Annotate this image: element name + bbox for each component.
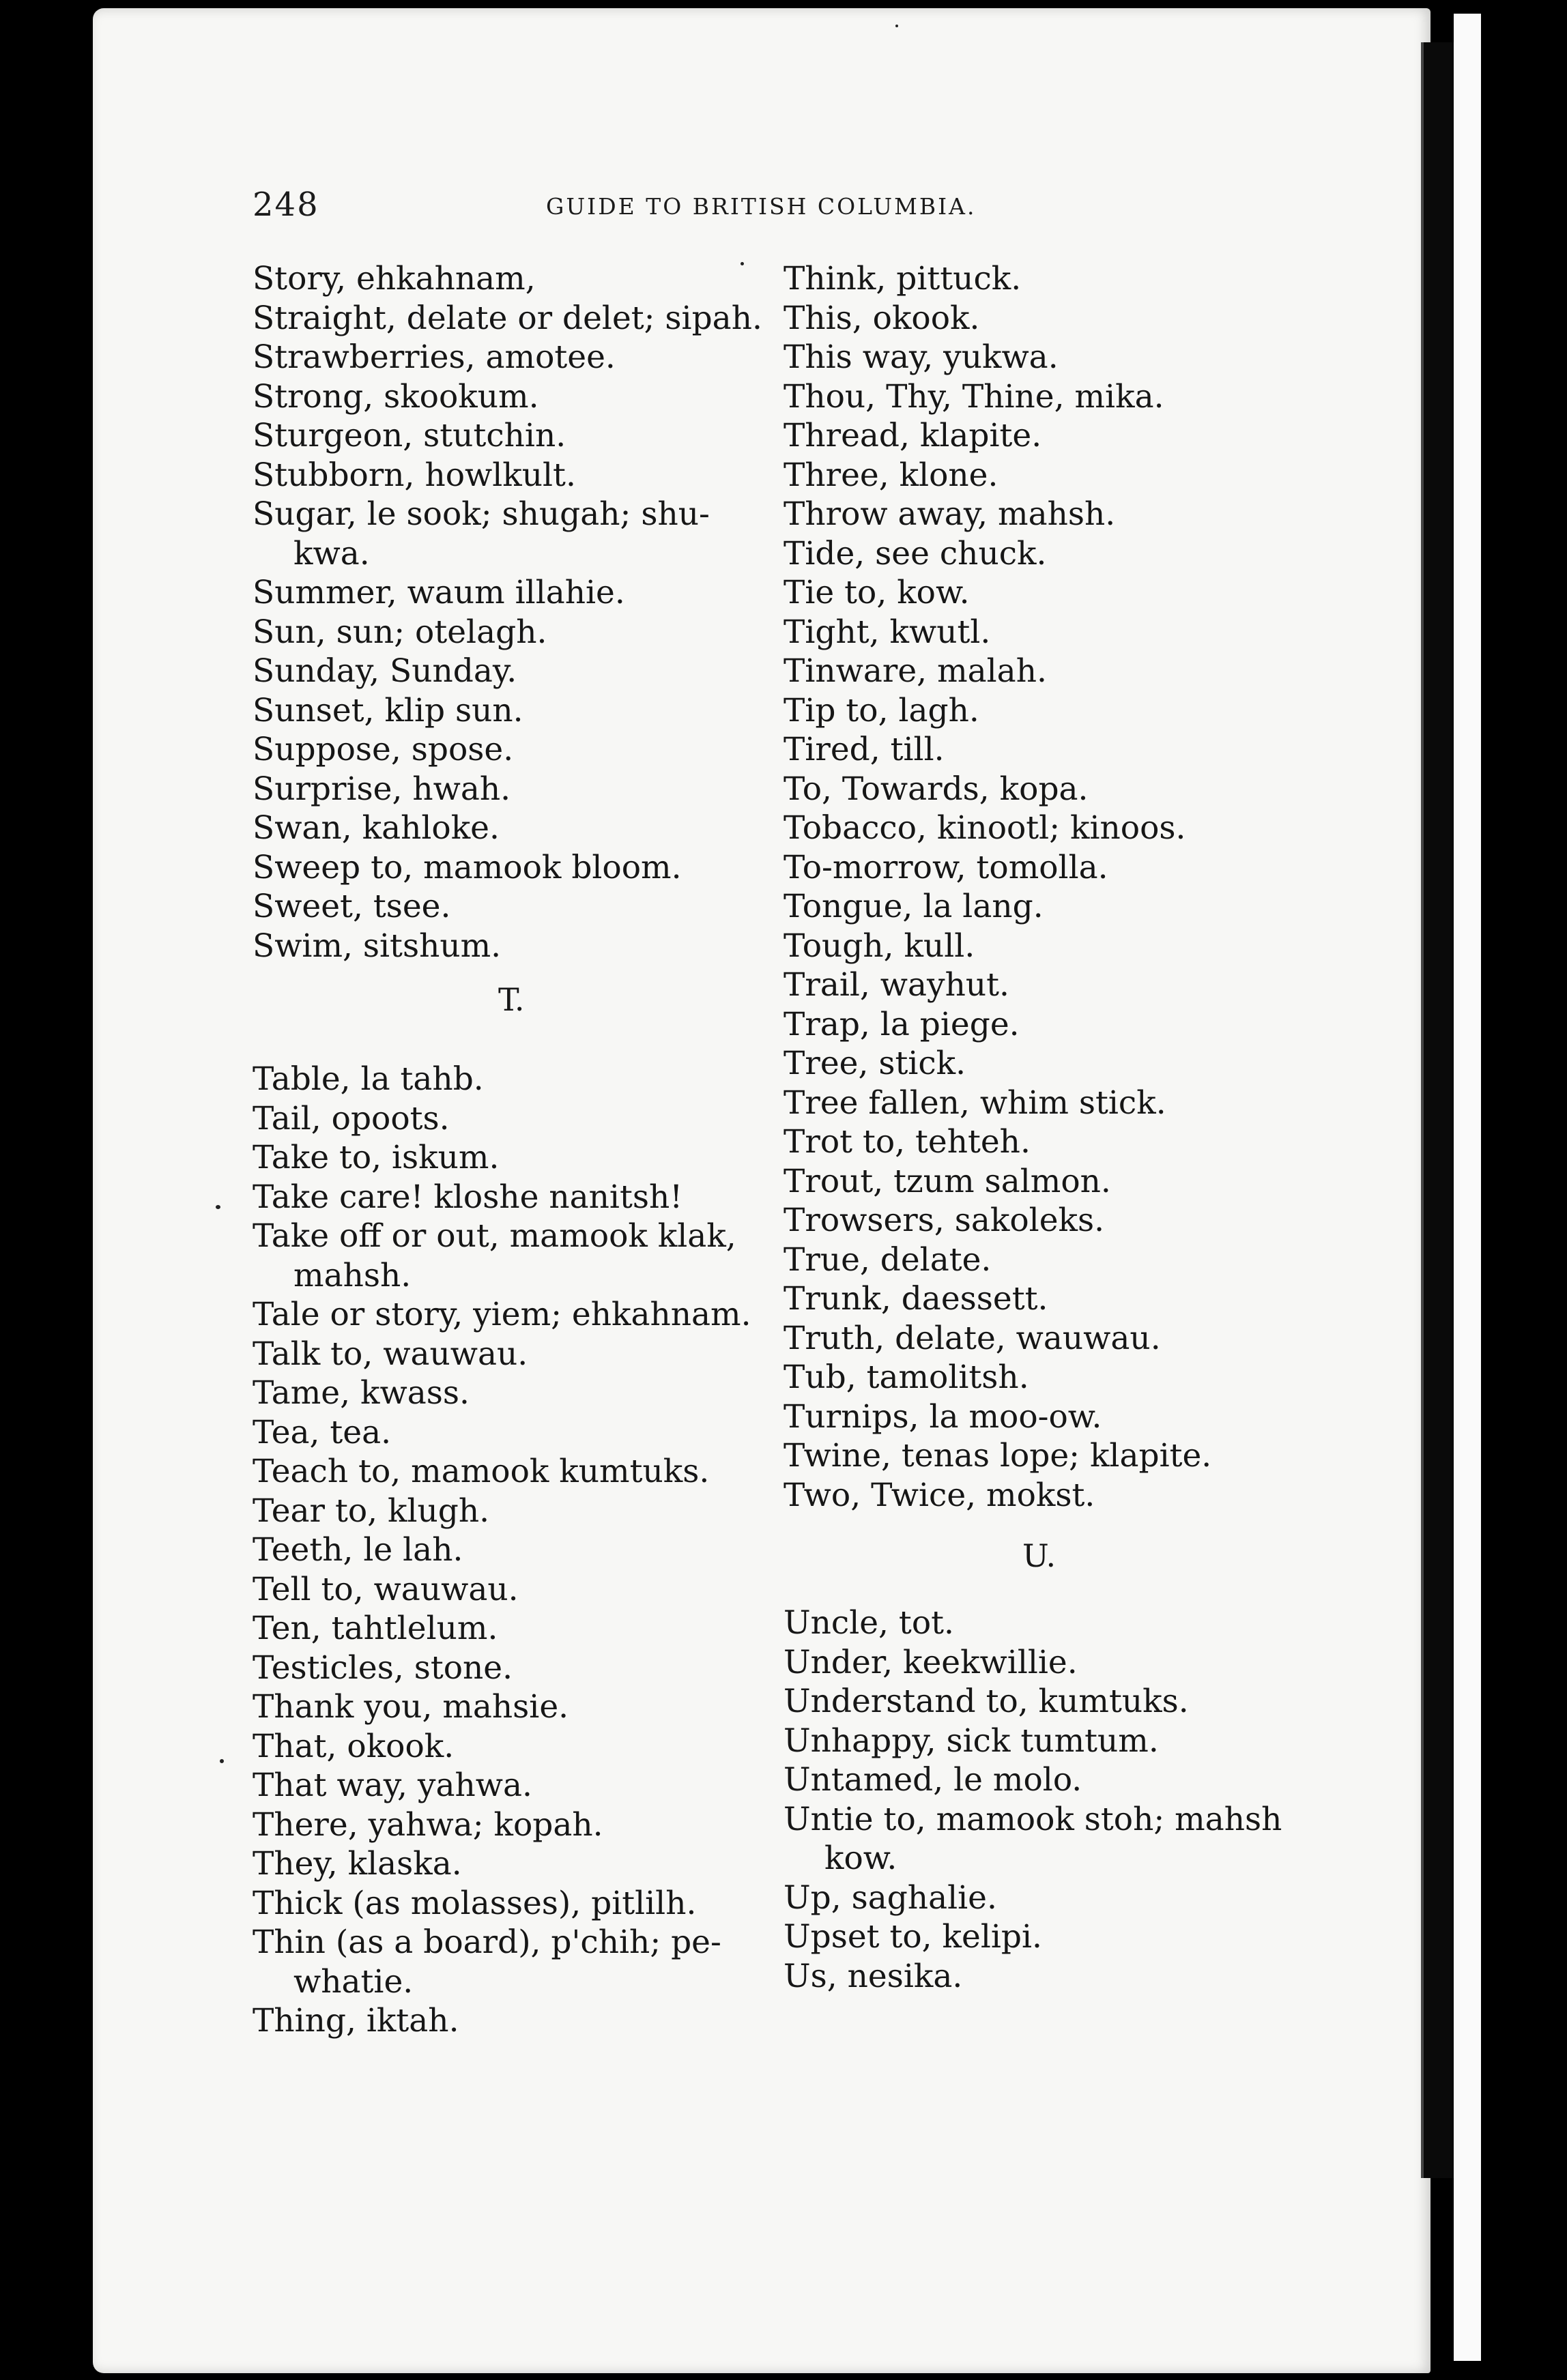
left-column xyxy=(253,259,792,2041)
glossary-entry: Tub, tamolitsh. xyxy=(784,1359,1029,1396)
glossary-entry: True, delate. xyxy=(784,1240,992,1279)
glossary-entry: Twine, tenas lope; klapite. xyxy=(784,1437,1212,1475)
glossary-entry: Thank you, mahsie. xyxy=(253,1688,569,1726)
section-letter-heading: T. xyxy=(498,981,525,1018)
print-speck xyxy=(741,262,744,265)
page-header xyxy=(253,184,1153,225)
glossary-entry: Trowsers, sakoleks. xyxy=(784,1202,1105,1239)
glossary-entry: Surprise, hwah. xyxy=(253,770,511,808)
glossary-entry: Throw away, mahsh. xyxy=(784,495,1116,533)
glossary-entry: Swan, kahloke. xyxy=(253,809,500,847)
glossary-entry: Three, klone. xyxy=(784,456,998,494)
glossary-entry: Uncle, tot. xyxy=(784,1604,954,1642)
glossary-entry: Unhappy, sick tumtum. xyxy=(784,1722,1159,1760)
glossary-entry-continuation: whatie. xyxy=(293,1962,414,2001)
glossary-entry: Upset to, kelipi. xyxy=(784,1918,1042,1956)
glossary-entry: They, klaska. xyxy=(253,1845,462,1883)
page-number: 248 xyxy=(253,186,319,224)
glossary-entry: To-morrow, tomolla. xyxy=(784,848,1108,886)
glossary-entry: Tame, kwass. xyxy=(253,1374,470,1412)
glossary-entry: Sturgeon, stutchin. xyxy=(253,417,566,454)
running-title: GUIDE TO BRITISH COLUMBIA. xyxy=(546,193,977,220)
glossary-entry: Trout, tzum salmon. xyxy=(784,1162,1111,1200)
glossary-entry: Strawberries, amotee. xyxy=(253,338,616,376)
glossary-entry-continuation: kwa. xyxy=(293,534,370,572)
glossary-entry: Take care! kloshe nanitsh! xyxy=(253,1178,683,1216)
glossary-entry: Up, saghalie. xyxy=(784,1878,997,1917)
glossary-entry: Trot to, tehteh. xyxy=(784,1123,1031,1161)
glossary-entry: Tail, opoots. xyxy=(253,1099,450,1137)
glossary-entry: Sugar, le sook; shugah; shu- xyxy=(253,495,710,533)
glossary-entry: This, okook. xyxy=(784,299,980,337)
glossary-entry: Tongue, la lang. xyxy=(784,888,1044,925)
glossary-entry: Tea, tea. xyxy=(253,1413,392,1451)
glossary-entry: Us, nesika. xyxy=(784,1957,963,1995)
glossary-entry: Trunk, daessett. xyxy=(784,1280,1048,1318)
page-edge xyxy=(1454,14,1481,2361)
right-column xyxy=(784,259,1350,1996)
glossary-entry: To, Towards, kopa. xyxy=(784,770,1089,808)
print-speck xyxy=(216,1205,220,1209)
glossary-entry: Thick (as molasses), pitlilh. xyxy=(253,1884,697,1922)
glossary-entry: That way, yahwa. xyxy=(253,1767,532,1804)
glossary-entry: Talk to, wauwau. xyxy=(253,1335,528,1373)
glossary-entry: Thread, klapite. xyxy=(784,417,1042,454)
glossary-entry: Trail, wayhut. xyxy=(784,966,1009,1004)
glossary-entry: Tide, see chuck. xyxy=(784,534,1047,572)
glossary-entry: Untamed, le molo. xyxy=(784,1761,1082,1799)
print-speck xyxy=(895,25,898,27)
glossary-entry: That, okook. xyxy=(253,1727,455,1765)
glossary-entry: Sweet, tsee. xyxy=(253,888,451,925)
glossary-entry: Two, Twice, mokst. xyxy=(784,1476,1095,1514)
glossary-entry: Untie to, mamook stoh; mahsh xyxy=(784,1800,1282,1838)
glossary-entry: Tip to, lagh. xyxy=(784,691,979,729)
glossary-entry: Tight, kwutl. xyxy=(784,613,991,651)
glossary-entry: Turnips, la moo-ow. xyxy=(784,1397,1102,1436)
glossary-entry: Under, keekwillie. xyxy=(784,1643,1078,1681)
glossary-entry: Thing, iktah. xyxy=(253,2002,459,2040)
glossary-entry: Table, la tahb. xyxy=(253,1060,484,1098)
glossary-entry: Sweep to, mamook bloom. xyxy=(253,848,682,886)
glossary-entry: Thin (as a board), p'chih; pe- xyxy=(253,1924,721,1961)
glossary-entry: Suppose, spose. xyxy=(253,731,514,768)
glossary-entry: Tired, till. xyxy=(784,731,945,768)
glossary-entry: Tell to, wauwau. xyxy=(253,1570,519,1608)
glossary-entry: Truth, delate, wauwau. xyxy=(784,1319,1161,1357)
glossary-entry: Swim, sitshum. xyxy=(253,927,502,965)
glossary-entry: There, yahwa; kopah. xyxy=(253,1805,603,1844)
glossary-entry: Ten, tahtlelum. xyxy=(253,1610,498,1647)
glossary-entry: Tinware, malah. xyxy=(784,652,1047,690)
glossary-entry: Teach to, mamook kumtuks. xyxy=(253,1453,710,1490)
glossary-entry: Take off or out, mamook klak, xyxy=(253,1217,736,1255)
glossary-entry: Tree, stick. xyxy=(784,1045,966,1082)
glossary-entry: Strong, skookum. xyxy=(253,377,539,416)
glossary-entry: Tear to, klugh. xyxy=(253,1492,490,1530)
glossary-entry: Trap, la piege. xyxy=(784,1005,1020,1043)
glossary-entry: Testicles, stone. xyxy=(253,1649,513,1687)
glossary-entry: This way, yukwa. xyxy=(784,338,1059,376)
book-spine-shadow xyxy=(1421,42,1456,2178)
print-speck xyxy=(220,1759,224,1763)
section-letter-heading: U. xyxy=(1022,1537,1056,1574)
glossary-entry: Take to, iskum. xyxy=(253,1139,500,1176)
glossary-entry: Summer, waum illahie. xyxy=(253,574,625,611)
glossary-entry: Tie to, kow. xyxy=(784,574,970,611)
glossary-entry: Thou, Thy, Thine, mika. xyxy=(784,377,1164,416)
glossary-entry: Tree fallen, whim stick. xyxy=(784,1084,1166,1122)
glossary-entry: Story, ehkahnam, xyxy=(253,260,536,298)
glossary-entry: Sunset, klip sun. xyxy=(253,691,523,729)
glossary-entry: Understand to, kumtuks. xyxy=(784,1683,1189,1720)
glossary-entry: Tough, kull. xyxy=(784,927,975,965)
glossary-entry: Think, pittuck. xyxy=(784,260,1022,298)
glossary-entry: Tale or story, yiem; ehkahnam. xyxy=(253,1296,751,1333)
glossary-entry: Sunday, Sunday. xyxy=(253,652,517,690)
glossary-entry: Straight, delate or delet; sipah. xyxy=(253,299,762,337)
glossary-entry: Stubborn, howlkult. xyxy=(253,456,576,494)
glossary-entry: Sun, sun; otelagh. xyxy=(253,613,547,651)
glossary-entry-continuation: kow. xyxy=(824,1840,897,1877)
glossary-entry-continuation: mahsh. xyxy=(293,1256,412,1294)
glossary-entry: Tobacco, kinootl; kinoos. xyxy=(784,809,1186,847)
glossary-entry: Teeth, le lah. xyxy=(253,1531,463,1569)
